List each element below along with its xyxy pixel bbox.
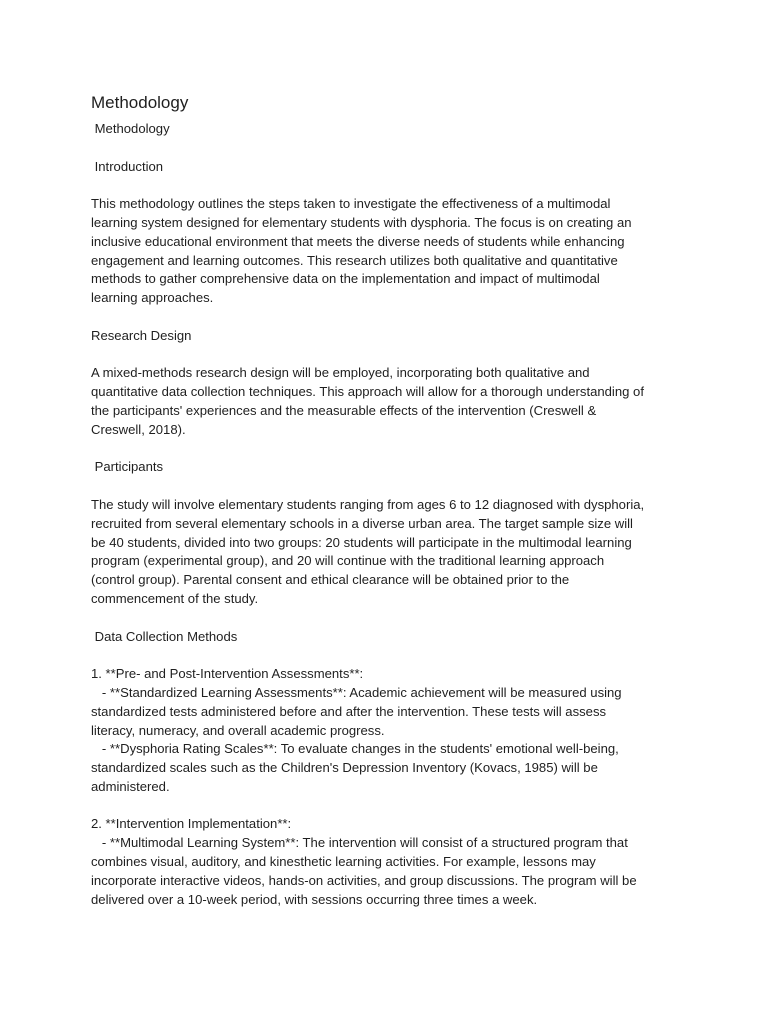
section-heading-introduction: Introduction (91, 158, 164, 174)
spacer (91, 176, 691, 195)
section-heading-methodology: Methodology (91, 121, 170, 136)
research-design-paragraph: A mixed-methods research design will be employed, incorporating both qualitative and quantitative data collection techniques. This approach will allow for a thorough understanding of the participants' experiences and the measurable effects of the intervention (Creswell & Creswell, 2018). (91, 365, 644, 437)
spacer (91, 440, 691, 459)
section-heading-research-design: Research Design (91, 327, 192, 343)
spacer (91, 646, 691, 665)
section-heading-data-collection: Data Collection Methods (91, 628, 238, 644)
spacer (91, 308, 691, 327)
spacer (91, 797, 691, 816)
document-page (91, 92, 691, 909)
list-item-intervention: 2. **Intervention Implementation**: - **Multimodal Learning System**: The intervention will consist of a structured program that combines visual, auditory, and kinesthetic learning activities. For example, lessons may incorporate interactive videos, hands-on activities, and group discussions. The program will be delivered over a 10-week period, with sessions occurring three times a week. (91, 816, 637, 907)
spacer (91, 609, 691, 628)
document-title: Methodology (91, 93, 189, 112)
spacer (91, 139, 691, 158)
introduction-paragraph: This methodology outlines the steps taken to investigate the effectiveness of a multimodal learning system designed for elementary students with dysphoria. The focus is on creating an inclusive educational environment that meets the diverse needs of students while enhancing engagement and learning outcomes. This research utilizes both qualitative and quantitative methods to gather comprehensive data on the implementation and impact of multimodal learning approaches. (91, 196, 632, 306)
participants-paragraph: The study will involve elementary students ranging from ages 6 to 12 diagnosed with dysphoria, recruited from several elementary schools in a diverse urban area. The target sample size will be 40 students, divided into two groups: 20 students will participate in the multimodal learning program (experimental group), and 20 will continue with the traditional learning approach (control group). Parental consent and ethical clearance will be obtained prior to the commencement of the study. (91, 496, 645, 606)
spacer (91, 477, 691, 496)
list-item-assessments: 1. **Pre- and Post-Intervention Assessments**: - **Standardized Learning Assessments**: Academic achievement will be measured using standardized tests administered before and after the intervention. These tests will assess literacy, numeracy, and overall academic progress. - **Dysphoria Rating Scales**: To evaluate changes in the students' emotional well-being, standardized scales such as the Children's Depression Inventory (Kovacs, 1985) will be administered. (91, 666, 622, 794)
section-heading-participants: Participants (91, 459, 164, 475)
spacer (91, 346, 691, 365)
